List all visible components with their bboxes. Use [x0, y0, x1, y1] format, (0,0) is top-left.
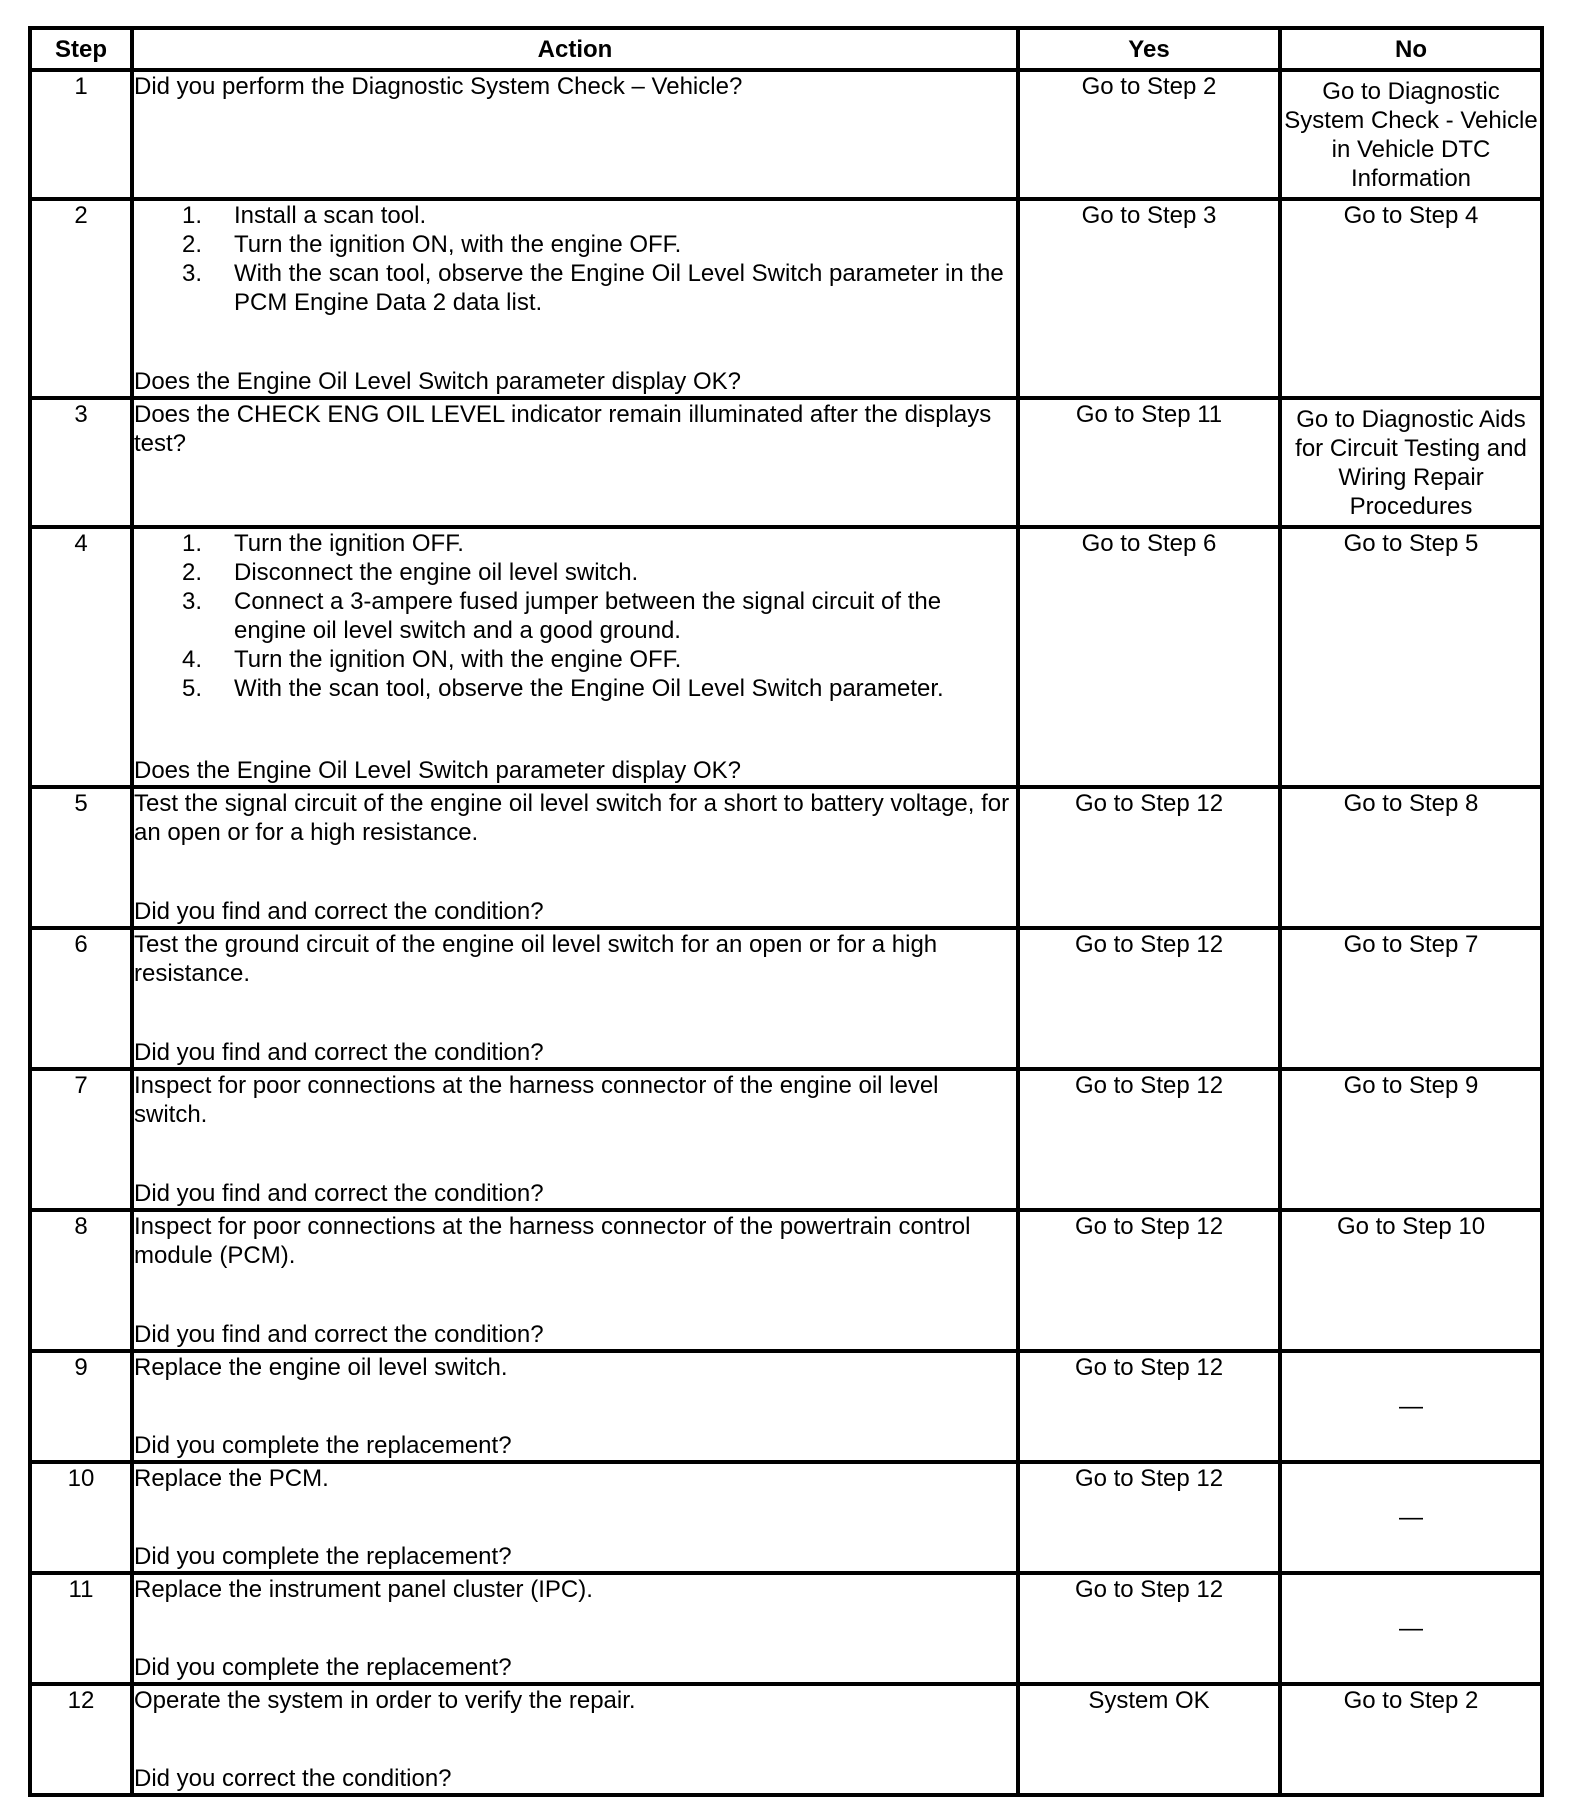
instruction-number: 3. — [182, 260, 203, 287]
instruction-item — [134, 558, 1016, 587]
action-cell — [132, 787, 1018, 928]
instruction-text: Turn the ignition ON, with the engine OFF. — [234, 646, 682, 673]
table-row — [30, 398, 1542, 527]
action-text: Inspect for poor connections at the harness connector of the powertrain control module (PCM). — [134, 1213, 971, 1269]
instruction-text: Turn the ignition OFF. — [234, 530, 464, 557]
no-outcome: — — [1280, 1351, 1542, 1462]
action-text: Replace the engine oil level switch. — [134, 1354, 508, 1381]
action-question: Did you find and correct the condition? — [134, 898, 544, 925]
step-number: 3 — [30, 398, 132, 527]
instruction-number: 2. — [182, 559, 203, 586]
table-row — [30, 1684, 1542, 1795]
step-number: 4 — [30, 527, 132, 787]
instruction-number: 5. — [182, 675, 203, 702]
table-row — [30, 1210, 1542, 1351]
diagnostic-table-container — [28, 26, 1540, 1797]
step-number: 7 — [30, 1069, 132, 1210]
yes-outcome: Go to Step 2 — [1018, 70, 1280, 199]
step-number: 6 — [30, 928, 132, 1069]
instruction-text: Turn the ignition ON, with the engine OFF. — [234, 231, 682, 258]
action-cell — [132, 199, 1018, 398]
yes-outcome: Go to Step 3 — [1018, 199, 1280, 398]
yes-outcome: Go to Step 12 — [1018, 1210, 1280, 1351]
header-action: Action — [132, 28, 1018, 70]
action-question: Did you find and correct the condition? — [134, 1180, 544, 1207]
action-question: Does the Engine Oil Level Switch parameter display OK? — [134, 757, 741, 784]
table-row — [30, 1462, 1542, 1573]
yes-outcome: Go to Step 12 — [1018, 1351, 1280, 1462]
no-outcome: Go to Diagnostic Aids for Circuit Testing and Wiring Repair Procedures — [1280, 398, 1542, 527]
action-cell — [132, 527, 1018, 787]
header-no: No — [1280, 28, 1542, 70]
yes-outcome: Go to Step 11 — [1018, 398, 1280, 527]
yes-outcome: Go to Step 6 — [1018, 527, 1280, 787]
instruction-item — [134, 645, 1016, 674]
action-question: Did you find and correct the condition? — [134, 1321, 544, 1348]
table-header-row — [30, 28, 1542, 70]
no-outcome: Go to Step 8 — [1280, 787, 1542, 928]
no-outcome: Go to Step 10 — [1280, 1210, 1542, 1351]
yes-outcome: Go to Step 12 — [1018, 1462, 1280, 1573]
table-row — [30, 928, 1542, 1069]
action-text: Inspect for poor connections at the harness connector of the engine oil level switch. — [134, 1072, 939, 1128]
instruction-number: 4. — [182, 646, 203, 673]
action-text: Did you perform the Diagnostic System Check – Vehicle? — [134, 73, 743, 100]
action-instruction-list — [134, 201, 1016, 317]
instruction-text: With the scan tool, observe the Engine Oil Level Switch parameter in the PCM Engine Data 2 data list. — [234, 260, 1004, 316]
action-text: Replace the instrument panel cluster (IPC). — [134, 1576, 593, 1603]
instruction-item — [134, 587, 1016, 645]
step-number: 1 — [30, 70, 132, 199]
action-question: Does the Engine Oil Level Switch parameter display OK? — [134, 368, 741, 395]
action-cell — [132, 1210, 1018, 1351]
instruction-item — [134, 230, 1016, 259]
yes-outcome: System OK — [1018, 1684, 1280, 1795]
action-text: Replace the PCM. — [134, 1465, 329, 1492]
diagnostic-table — [28, 26, 1544, 1797]
instruction-text: Connect a 3-ampere fused jumper between the signal circuit of the engine oil level switch and a good ground. — [234, 588, 942, 644]
action-question: Did you correct the condition? — [134, 1765, 452, 1792]
instruction-item — [134, 674, 1016, 703]
instruction-text: Install a scan tool. — [234, 202, 427, 229]
action-text: Test the ground circuit of the engine oil level switch for an open or for a high resistance. — [134, 931, 938, 987]
header-step: Step — [30, 28, 132, 70]
action-text: Does the CHECK ENG OIL LEVEL indicator remain illuminated after the displays test? — [134, 401, 992, 457]
instruction-item — [134, 201, 1016, 230]
table-row — [30, 1351, 1542, 1462]
instruction-number: 2. — [182, 231, 203, 258]
table-row — [30, 199, 1542, 398]
instruction-number: 1. — [182, 202, 203, 229]
action-cell — [132, 1351, 1018, 1462]
step-number: 12 — [30, 1684, 132, 1795]
no-outcome: — — [1280, 1462, 1542, 1573]
table-row — [30, 1573, 1542, 1684]
step-number: 9 — [30, 1351, 132, 1462]
action-instruction-list — [134, 529, 1016, 703]
yes-outcome: Go to Step 12 — [1018, 928, 1280, 1069]
no-outcome: — — [1280, 1573, 1542, 1684]
no-outcome: Go to Step 2 — [1280, 1684, 1542, 1795]
action-cell — [132, 928, 1018, 1069]
step-number: 2 — [30, 199, 132, 398]
table-body — [30, 70, 1542, 1795]
instruction-text: Disconnect the engine oil level switch. — [234, 559, 639, 586]
step-number: 11 — [30, 1573, 132, 1684]
table-row — [30, 70, 1542, 199]
yes-outcome: Go to Step 12 — [1018, 1573, 1280, 1684]
instruction-item — [134, 259, 1016, 317]
instruction-item — [134, 529, 1016, 558]
action-question: Did you complete the replacement? — [134, 1654, 512, 1681]
table-row — [30, 527, 1542, 787]
action-cell — [132, 1684, 1018, 1795]
table-row — [30, 787, 1542, 928]
no-outcome: Go to Step 5 — [1280, 527, 1542, 787]
action-text: Test the signal circuit of the engine oil level switch for a short to battery voltage, for an open or for a high resistance. — [134, 790, 1010, 846]
action-cell — [132, 70, 1018, 199]
step-number: 5 — [30, 787, 132, 928]
step-number: 8 — [30, 1210, 132, 1351]
yes-outcome: Go to Step 12 — [1018, 787, 1280, 928]
action-cell — [132, 1462, 1018, 1573]
action-text: Operate the system in order to verify the repair. — [134, 1687, 636, 1714]
instruction-number: 1. — [182, 530, 203, 557]
action-cell — [132, 398, 1018, 527]
no-outcome: Go to Step 4 — [1280, 199, 1542, 398]
action-question: Did you find and correct the condition? — [134, 1039, 544, 1066]
instruction-number: 3. — [182, 588, 203, 615]
action-question: Did you complete the replacement? — [134, 1432, 512, 1459]
no-outcome: Go to Diagnostic System Check - Vehicle in Vehicle DTC Information — [1280, 70, 1542, 199]
header-yes: Yes — [1018, 28, 1280, 70]
action-cell — [132, 1069, 1018, 1210]
step-number: 10 — [30, 1462, 132, 1573]
instruction-text: With the scan tool, observe the Engine Oil Level Switch parameter. — [234, 675, 944, 702]
action-cell — [132, 1573, 1018, 1684]
yes-outcome: Go to Step 12 — [1018, 1069, 1280, 1210]
action-question: Did you complete the replacement? — [134, 1543, 512, 1570]
no-outcome: Go to Step 9 — [1280, 1069, 1542, 1210]
no-outcome: Go to Step 7 — [1280, 928, 1542, 1069]
table-row — [30, 1069, 1542, 1210]
